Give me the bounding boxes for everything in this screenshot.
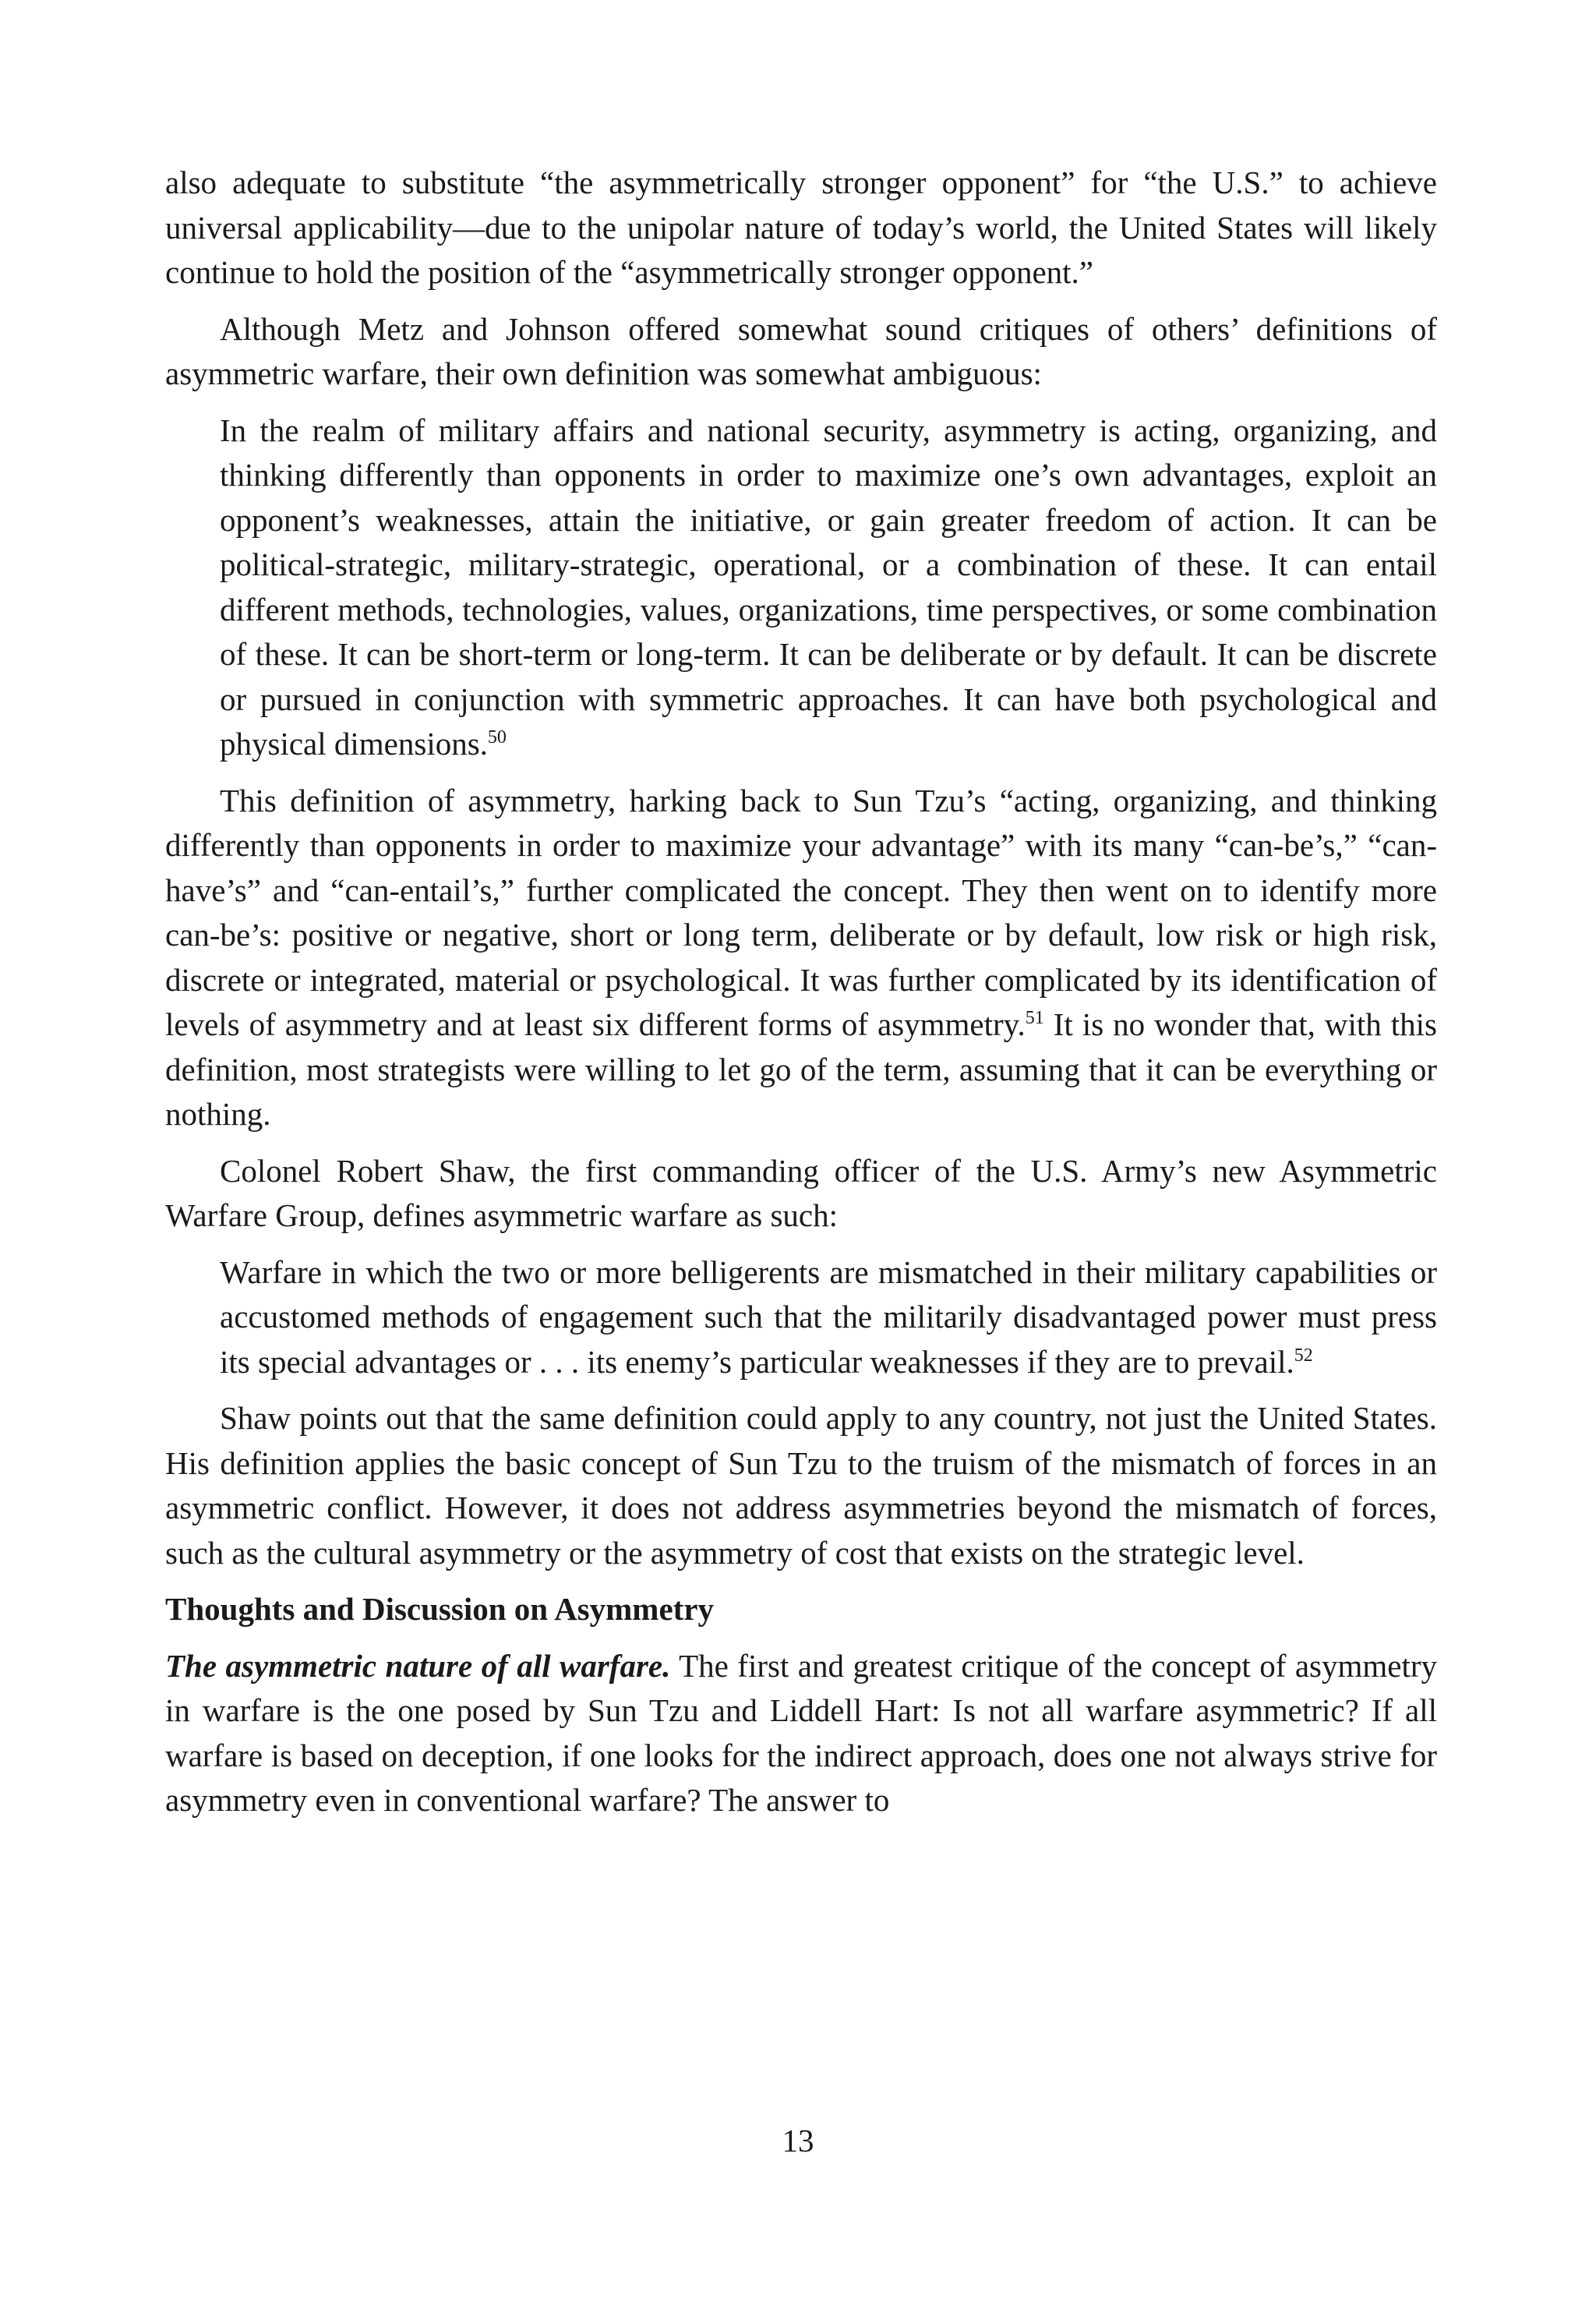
paragraph-text: The first and greatest critique of the concept of asymmetry in warfare is the one posed by Sun Tzu and Liddell Hart: Is not all warfare asymmetric? If all warfare is based on deception, if one looks for the indirect approach, does one not always strive for asymmetry even in conventional warfare? The answer to: [165, 1647, 1437, 1818]
paragraph-shaw-intro: [165, 1149, 1437, 1239]
paragraph-text: This definition of asymmetry, harking back to Sun Tzu’s “acting, organizing, and thinking differently than opponents in order to maximize your advantage” with its many “can-be’s,” “can-have’s” and “can-entail’s,” further complicated the concept. They then went on to identify more can-be’s: positive or negative, short or long term, deliberate or by default, low risk or high risk, discrete or integrated, material or psychological. It was further complicated by its identification of levels of asymmetry and at least six different forms of asymmetry.: [165, 782, 1437, 1042]
paragraph-shaw-analysis: [165, 1396, 1437, 1575]
paragraph-text-continued: It is no wonder that, with this definition, most strategists were willing to let go of the term, assuming that it can be everything or nothing.: [165, 1006, 1437, 1132]
section-heading: Thoughts and Discussion on Asymmetry: [165, 1591, 714, 1627]
footnote-ref-51[interactable]: 51: [1025, 1008, 1044, 1029]
run-in-heading: The asymmetric nature of all warfare.: [165, 1647, 671, 1684]
paragraph-continuation: [165, 161, 1437, 295]
paragraph-definition-critique: [165, 779, 1437, 1137]
paragraph-text: also adequate to substitute “the asymmetrically stronger opponent” for “the U.S.” to achieve universal applicability—due to the unipolar nature of today’s world, the United States will likely continue to hold the position of the “asymmetrically stronger opponent.”: [165, 164, 1437, 290]
quote-text: In the realm of military affairs and national security, asymmetry is acting, organizing, and thinking differently than opponents in order to maximize one’s own advantages, exploit an opponent’s weaknesses, attain the initiative, or gain greater freedom of action. It can be political-strategic, military-strategic, operational, or a combination of these. It can entail different methods, technologies, values, organizations, time perspectives, or some combination of these. It can be short-term or long-term. It can be deliberate or by default. It can be discrete or pursued in conjunction with symmetric approaches. It can have both psychological and physical dimensions.: [220, 412, 1437, 762]
footnote-ref-50[interactable]: 50: [487, 727, 507, 748]
block-quote-shaw: [220, 1250, 1437, 1385]
paragraph-asymmetric-nature: [165, 1644, 1437, 1823]
quote-text: Warfare in which the two or more belligerents are mismatched in their military capabilities or accustomed methods of engagement such that the militarily disadvantaged power must press its special advantages or . . . its enemy’s particular weaknesses if they are to prevail.: [220, 1253, 1437, 1380]
body-text: [165, 161, 1437, 1835]
paragraph-metz-johnson: [165, 307, 1437, 397]
footnote-ref-52[interactable]: 52: [1294, 1345, 1313, 1366]
paragraph-text: Although Metz and Johnson offered somewhat sound critiques of others’ definitions of asymmetric warfare, their own definition was somewhat ambiguous:: [165, 310, 1437, 391]
block-quote-metz-johnson: [220, 408, 1437, 767]
page-number: 13: [782, 2123, 814, 2158]
paragraph-text: Shaw points out that the same definition could apply to any country, not just the United States. His definition applies the basic concept of Sun Tzu to the truism of the mismatch of forces in an asymmetric conflict. However, it does not address asymmetries beyond the mismatch of forces, such as the cultural asymmetry or the asymmetry of cost that exists on the strategic level.: [165, 1400, 1437, 1571]
paragraph-text: Colonel Robert Shaw, the first commanding officer of the U.S. Army’s new Asymmetric Warfare Group, defines asymmetric warfare as such:: [165, 1152, 1437, 1233]
